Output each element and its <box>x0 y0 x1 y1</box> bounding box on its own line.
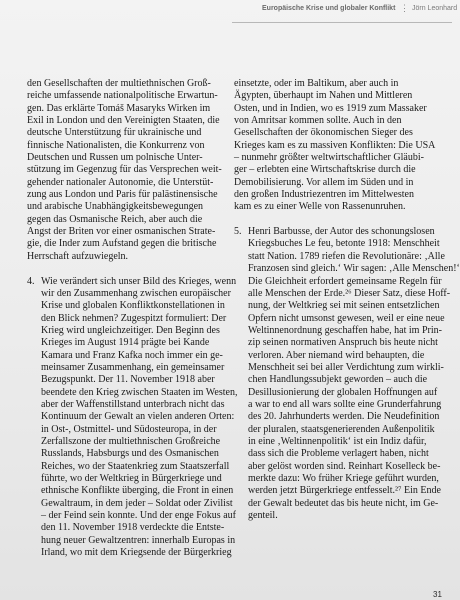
text-line: des 20. Jahrhunderts werden. Die Neudefinition <box>248 411 440 423</box>
text-line: Franzosen sind gleich.‘ Wir sagen: ‚Alle Menschen!‘ <box>248 263 460 275</box>
text-line: Reiches, wo der Staatenkrieg zum Staatszerfall <box>41 460 230 472</box>
text-line: Die Gleichheit erfordert gemeinsame Regeln für <box>248 275 442 287</box>
text-line: Menschheit sei bei aller Verdichtung zum wirkli- <box>248 361 444 373</box>
running-header <box>0 0 458 22</box>
text-line: – der Feind sein konnte. Und der enge Fokus auf <box>41 510 236 522</box>
text-line: Desillusionierung der globalen Hoffnungen auf <box>248 386 438 398</box>
text-line: deutsche Unterstützung für ukrainische und <box>27 127 202 139</box>
text-line: Gesellschaften der ökonomischen Sieger des <box>234 127 413 139</box>
text-line: einsetzte, oder im Baltikum, aber auch in <box>234 78 399 89</box>
text-line: Osten, und in Indien, wo es 1919 zum Massaker <box>234 102 427 114</box>
text-line: Kriegsbuches Le feu, betonte 1918: Menschheit <box>248 238 440 250</box>
text-line: in Ost-, Ostmittel- und Südosteuropa, in der <box>41 423 217 435</box>
section-number: 5. <box>234 226 242 238</box>
running-header-title: Europäische Krise und globaler Konflikt <box>262 5 396 12</box>
text-line: Herrschaft aufzuwiegeln. <box>27 250 129 262</box>
text-line: beendete den Krieg zwischen Staaten im Westen, <box>41 386 238 398</box>
text-line: werden jetzt Bürgerkriege entfesselt.²⁷ Ein Ende <box>248 485 441 497</box>
numbered-section-4 <box>27 275 238 560</box>
text-line: meinsamer Zusammenhang, ein gemeinsamer <box>41 361 225 373</box>
text-line: gegen das Osmanische Reich, aber auch die <box>27 213 203 225</box>
text-line: Russlands, Habsburgs und des Osmanischen <box>41 448 219 460</box>
text-line: zung aus London und Paris für palästinensische <box>27 189 218 201</box>
text-line: Deutschen und Russen um polnische Unter- <box>27 152 203 164</box>
text-line: der Gewalt bedeutet das bis heute nicht, im Ge- <box>248 497 439 509</box>
text-line: Kontinuum der Gewalt an vielen anderen Orten: <box>41 411 235 423</box>
text-line: Krieges kam es zu massiven Konflikten: Die USA <box>234 139 436 151</box>
paragraph-continued <box>27 78 227 263</box>
text-line: aber gelöst worden sind. Reinhart Koselleck be- <box>248 460 441 472</box>
header-rule <box>232 22 452 23</box>
text-line: den 11. November 1918 verdeckte die Entste- <box>41 522 225 534</box>
text-line: den Blick nehmen? Zugespitzt formuliert: Der <box>41 312 227 324</box>
text-line: Irland, wo mit dem Kriegsende der Bürgerkrieg <box>41 547 232 559</box>
text-line: finnische Nationalisten, die Konkurrenz von <box>27 139 205 151</box>
text-line: dass sich die Probleme verlagert haben, nicht <box>248 448 429 460</box>
text-line: aber der Waffenstillstand unterbrach nicht das <box>41 398 225 410</box>
page-number: 31 <box>433 590 442 599</box>
numbered-section-5 <box>234 226 460 522</box>
text-line: Gewaltraum, in dem jeder – Soldat oder Zivilist <box>41 497 233 509</box>
text-line: chen Handlungssubjekt geworden – auch die <box>248 374 428 386</box>
paragraph-gap <box>234 214 446 226</box>
text-line: Kamara und Franz Kafka noch immer ein ge- <box>41 349 223 361</box>
text-line: den Gesellschaften der multiethnischen Groß- <box>27 78 211 89</box>
text-line: von Amritsar kommen sollte. Auch in den <box>234 115 402 127</box>
text-line: Ägypten, überhaupt im Nahen und Mittleren <box>234 90 413 102</box>
section-number: 4. <box>27 275 35 287</box>
text-line: Krieg wird ungleichzeitiger. Den Beginn des <box>41 324 220 336</box>
text-line: genteil. <box>248 510 278 522</box>
text-line: wir den Zusammenhang zwischen europäischer <box>41 287 231 299</box>
text-line: der pluralen, staatsgenerierenden Außenpolitik <box>248 423 435 435</box>
text-line: in eine ‚Weltinnenpolitik‘ ist ein Indiz dafür, <box>248 435 427 447</box>
text-line: kam es zu einer Welle von Rassenunruhen. <box>234 201 406 213</box>
text-line: a war to end all wars sollte eine Grunderfahrung <box>248 398 442 410</box>
paragraph-continued <box>234 78 446 214</box>
text-line: Exil in London und den Vereinigten Staaten, die <box>27 115 220 127</box>
text-line: stützung im Gegenzug für das Versprechen weit- <box>27 164 222 176</box>
text-line: reiche umfassende nationalpolitische Erwartun- <box>27 90 218 102</box>
running-header-author: Jörn Leonhard <box>412 5 458 12</box>
right-text-column <box>234 78 460 522</box>
text-line: Angst der Briten vor einer osmanischen Strate- <box>27 226 216 238</box>
text-line: Bezugspunkt. Der 11. November 1918 aber <box>41 374 215 386</box>
text-line: ethnische Konflikte überging, die Front in einen <box>41 485 234 497</box>
text-line: und arabische Unabhängigkeitsbewegungen <box>27 201 204 213</box>
text-line: gen. Das erklärte Tomáš Masaryks Wirken im <box>27 102 211 114</box>
text-line: Weltinnenordnung geschaffen habe, hat im Prin- <box>248 324 442 336</box>
left-text-column <box>27 78 238 559</box>
text-line: hung neuer Gewaltzentren: innerhalb Europas in <box>41 534 236 546</box>
text-line: Opfern nicht umsonst gewesen, weil er eine neue <box>248 312 445 324</box>
text-line: merkte dazu: Wo früher Kriege geführt wurden, <box>248 473 439 484</box>
text-line: ger – erlebten eine Wirtschaftskrise durch die <box>234 164 416 176</box>
text-line: Demobilisierung. Vor allem im Süden und in <box>234 176 414 188</box>
text-line: verloren. Aber niemand wird behaupten, die <box>248 349 425 361</box>
text-line: Henri Barbusse, der Autor des schonungslosen <box>248 226 435 238</box>
text-line: nung, der Weltkrieg sei mit seinen entsetzlichen <box>248 300 440 312</box>
text-line: statt Nation. 1789 riefen die Revolutionäre: ‚Alle <box>248 250 445 262</box>
paragraph-gap <box>27 263 227 275</box>
text-line: – nunmehr größter weltwirtschaftlicher Gläubi- <box>234 152 424 164</box>
text-line: führte, wo der Weltkrieg in Bürgerkriege und <box>41 473 222 484</box>
text-line: Wie verändert sich unser Bild des Krieges, wenn <box>41 275 237 287</box>
text-line: Zerfallszone der multiethnischen Großreiche <box>41 435 221 447</box>
text-line: den großen Industriezentren im Mittelwesten <box>234 189 414 201</box>
text-line: Krise und globalen Konfliktkonstellationen in <box>41 300 225 312</box>
text-line: gehender nationaler Autonomie, die Unterstüt- <box>27 176 214 188</box>
text-line: gie, die Inder zum Aufstand gegen die britische <box>27 238 217 250</box>
header-separator: ⋮ <box>400 3 409 13</box>
text-line: Krieges im August 1914 prägte bei Kande <box>41 337 210 349</box>
text-line: alle Menschen der Erde.²⁶ Dieser Satz, diese Hoff- <box>248 287 451 299</box>
text-line: zip seinen normativen Anspruch bis heute nicht <box>248 337 438 349</box>
